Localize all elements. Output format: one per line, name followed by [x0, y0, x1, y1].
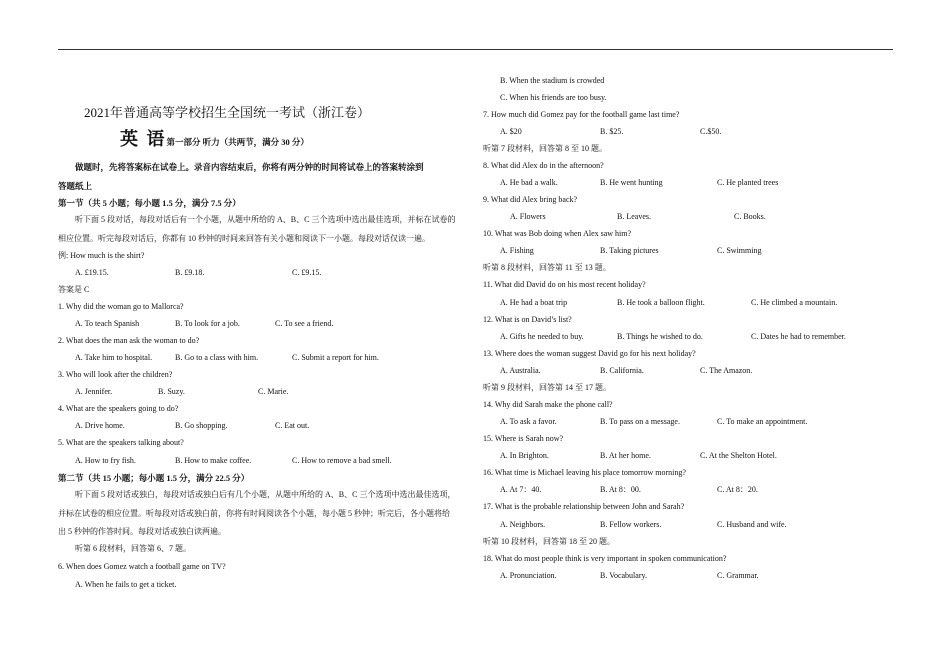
example-option-c: C. £9.15.: [292, 268, 322, 277]
question-1: 1. Why did the woman go to Mallorca?: [58, 302, 184, 311]
q10-option-c: C. Swimming: [717, 246, 762, 255]
q15-option-b: B. At her home.: [600, 451, 651, 460]
section1-header: 第一节（共 5 小题；每小题 1.5 分，满分 7.5 分）: [58, 198, 241, 208]
q3-option-a: A. Jennifer.: [75, 387, 113, 396]
question-6: 6. When does Gomez watch a football game on TV?: [58, 562, 226, 571]
q4-option-b: B. Go shopping.: [175, 421, 228, 430]
q14-option-a: A. To ask a favor.: [500, 417, 557, 426]
q14-option-c: C. To make an appointment.: [717, 417, 808, 426]
q18-option-c: C. Grammar.: [717, 571, 759, 580]
question-4: 4. What are the speakers going to do?: [58, 404, 179, 413]
section2-instruction-1: 听下面 5 段对话或独白，每段对话或独白后有几个小题，从题中所给的 A、B、C 三个选项中选出最佳选项，: [75, 490, 456, 499]
q3-option-c: C. Marie.: [258, 387, 289, 396]
q10-option-a: A. Fishing: [500, 246, 534, 255]
q7-option-c: C.$50.: [700, 127, 722, 136]
question-10: 10. What was Bob doing when Alex saw him?: [483, 229, 632, 238]
q11-option-c: C. He climbed a mountain.: [751, 298, 838, 307]
part1-heading: 第一部分 听力（共两节，满分 30 分）: [166, 137, 309, 147]
question-7: 7. How much did Gomez pay for the football game last time?: [483, 110, 680, 119]
q9-option-b: B. Leaves.: [617, 212, 651, 221]
q1-option-b: B. To look for a job.: [175, 319, 240, 328]
question-3: 3. Who will look after the children?: [58, 370, 173, 379]
q8-option-a: A. He bad a walk.: [500, 178, 558, 187]
q13-option-a: A. Australia.: [500, 366, 541, 375]
material-10-note: 听第 10 段材料，回答第 18 至 20 题。: [483, 537, 615, 546]
section1-instruction-2: 相应位置。听完每段对话后，你都有 10 秒钟的时间来回答有关小题和阅读下一小题。每段对话仅读一遍。: [58, 234, 430, 243]
q5-option-c: C. How to remove a bad smell.: [292, 456, 392, 465]
q6-option-a: A. When he fails to get a ticket.: [75, 580, 177, 589]
q17-option-a: A. Neighbors.: [500, 520, 546, 529]
q15-option-a: A. In Brighton.: [500, 451, 549, 460]
notice-line-1: 做题时，先将答案标在试卷上。录音内容结束后，你将有两分钟的时间将试卷上的答案转涂到: [75, 162, 424, 172]
q18-option-b: B. Vocabulary.: [600, 571, 647, 580]
question-13: 13. Where does the woman suggest David go for his next holiday?: [483, 349, 696, 358]
q8-option-c: C. He planted trees: [717, 178, 779, 187]
q12-option-a: A. Gifts he needed to buy.: [500, 332, 584, 341]
question-12: 12. What is on David’s list?: [483, 315, 572, 324]
q12-option-c: C. Dates he had to remember.: [751, 332, 846, 341]
question-11: 11. What did David do on his most recent holiday?: [483, 280, 646, 289]
subject-heading: [120, 128, 309, 153]
q9-option-c: C. Books.: [734, 212, 766, 221]
subject-title: 英 语: [120, 129, 167, 149]
q3-option-b: B. Suzy.: [158, 387, 185, 396]
question-15: 15. Where is Sarah now?: [483, 434, 564, 443]
question-18: 18. What do most people think is very important in spoken communication?: [483, 554, 727, 563]
q16-option-b: B. At 8：00.: [600, 485, 641, 494]
q17-option-b: B. Fellow workers.: [600, 520, 662, 529]
question-2: 2. What does the man ask the woman to do?: [58, 336, 200, 345]
section1-instruction-1: 听下面 5 段对话，每段对话后有一个小题，从题中所给的 A、B、C 三个选项中选出最佳选项，并标在试卷的: [75, 215, 456, 224]
example-option-a: A. £19.15.: [75, 268, 109, 277]
q4-option-a: A. Drive home.: [75, 421, 125, 430]
notice-line-2: 答题纸上: [58, 181, 93, 191]
q6-option-c: C. When his friends are too busy.: [500, 93, 607, 102]
material-9-note: 听第 9 段材料，回答第 14 至 17 题。: [483, 383, 611, 392]
exam-title: 2021年普通高等学校招生全国统一考试（浙江卷）: [84, 105, 371, 120]
question-17: 17. What is the probable relationship between John and Sarah?: [483, 502, 685, 511]
question-5: 5. What are the speakers talking about?: [58, 438, 184, 447]
example-question: 例: How much is the shirt?: [58, 251, 145, 260]
q17-option-c: C. Husband and wife.: [717, 520, 787, 529]
q18-option-a: A. Pronunciation.: [500, 571, 557, 580]
example-answer: 答案是 C: [58, 285, 90, 294]
material-7-note: 听第 7 段材料，回答第 8 至 10 题。: [483, 144, 607, 153]
q15-option-c: C. At the Shelton Hotel.: [700, 451, 777, 460]
q5-option-b: B. How to make coffee.: [175, 456, 252, 465]
q10-option-b: B. Taking pictures: [600, 246, 659, 255]
example-option-b: B. £9.18.: [175, 268, 205, 277]
q9-option-a: A. Flowers: [510, 212, 546, 221]
q13-option-c: C. The Amazon.: [700, 366, 753, 375]
question-9: 9. What did Alex bring back?: [483, 195, 578, 204]
q6-option-b: B. When the stadium is crowded: [500, 76, 605, 85]
q7-option-b: B. $25.: [600, 127, 624, 136]
material-6-note: 听第 6 段材料，回答第 6、7 题。: [75, 544, 191, 553]
q5-option-a: A. How to fry fish.: [75, 456, 136, 465]
q8-option-b: B. He went hunting: [600, 178, 663, 187]
q16-option-a: A. At 7：40.: [500, 485, 542, 494]
q2-option-a: A. Take him to hospital.: [75, 353, 153, 362]
question-14: 14. Why did Sarah make the phone call?: [483, 400, 613, 409]
q7-option-a: A. $20: [500, 127, 522, 136]
q2-option-b: B. Go to a class with him.: [175, 353, 259, 362]
q16-option-c: C. At 8：20.: [717, 485, 758, 494]
q12-option-b: B. Things he wished to do.: [617, 332, 703, 341]
q11-option-a: A. He had a boat trip: [500, 298, 568, 307]
section2-instruction-2: 并标在试卷的相应位置。听每段对话或独白前，你将有时间阅读各个小题，每小题 5 秒钟；听完后，各小题将给: [58, 509, 450, 518]
q1-option-c: C. To see a friend.: [275, 319, 334, 328]
q14-option-b: B. To pass on a message.: [600, 417, 680, 426]
q11-option-b: B. He took a balloon flight.: [617, 298, 705, 307]
question-8: 8. What did Alex do in the afternoon?: [483, 161, 604, 170]
section2-instruction-3: 出 5 秒钟的作答时间。每段对话或独白读两遍。: [58, 527, 226, 536]
top-rule: [58, 49, 893, 50]
q1-option-a: A. To teach Spanish: [75, 319, 140, 328]
material-8-note: 听第 8 段材料，回答第 11 至 13 题。: [483, 263, 611, 272]
q13-option-b: B. California.: [600, 366, 644, 375]
q2-option-c: C. Submit a report for him.: [292, 353, 379, 362]
q4-option-c: C. Eat out.: [275, 421, 310, 430]
question-16: 16. What time is Michael leaving his place tomorrow morning?: [483, 468, 686, 477]
section2-header: 第二节（共 15 小题；每小题 1.5 分，满分 22.5 分）: [58, 473, 250, 483]
